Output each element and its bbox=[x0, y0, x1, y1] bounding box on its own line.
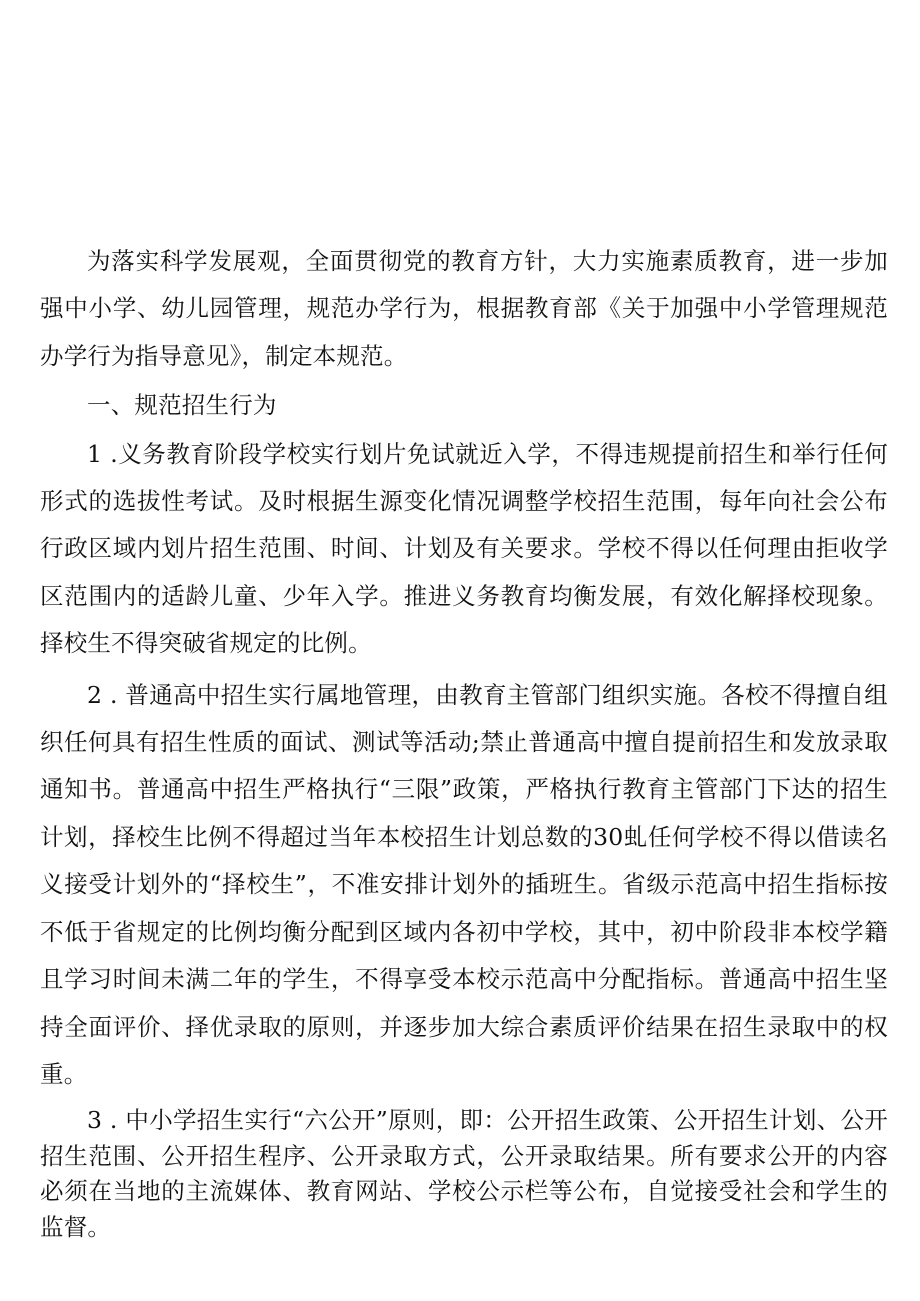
document-body bbox=[40, 238, 888, 1245]
intro-paragraph: 为落实科学发展观，全面贯彻党的教育方针，大力实施素质教育，进一步加强中小学、幼儿园管理，规范办学行为，根据教育部《关于加强中小学管理规范办学行为指导意见》，制定本规范。 bbox=[40, 247, 888, 370]
clause-2-paragraph: 2 . 普通高中招生实行属地管理，由教育主管部门组织实施。各校不得擅自组织任何具有招生性质的面试、测试等活动;禁止普通高中擅自提前招生和发放录取通知书。普通高中招生严格执行“三限”政策，严格执行教育主管部门下达的招生计划，择校生比例不得超过当年本校招生计划总数的30虬任何学校不得以借读名义接受计划外的“择校生”，不准安排计划外的插班生。省级示范高中招生指标按不低于省规定的比例均衡分配到区域内各初中学校，其中，初中阶段非本校学籍且学习时间未满二年的学生，不得享受本校示范高中分配指标。普通高中招生坚持全面评价、择优录取的原则，并逐步加大综合素质评价结果在招生录取中的权重。 bbox=[40, 680, 888, 1088]
section-heading: 一、规范招生行为 bbox=[87, 391, 277, 420]
clause-3-paragraph: 3 . 中小学招生实行“六公开”原则，即：公开招生政策、公开招生计划、公开招生范围、公开招生程序、公开录取方式，公开录取结果。所有要求公开的内容必须在当地的主流媒体、教育网站、学校公示栏等公布，自觉接受社会和学生的监督。 bbox=[40, 1106, 888, 1241]
clause-1-paragraph: 1 .义务教育阶段学校实行划片免试就近入学，不得违规提前招生和举行任何形式的选拔性考试。及时根据生源变化情况调整学校招生范围，每年向社会公布行政区域内划片招生范围、时间、计划及有关要求。学校不得以任何理由拒收学区范围内的适龄儿童、少年入学。推进义务教育均衡发展，有效化解择校现象。择校生不得突破省规定的比例。 bbox=[40, 439, 888, 658]
